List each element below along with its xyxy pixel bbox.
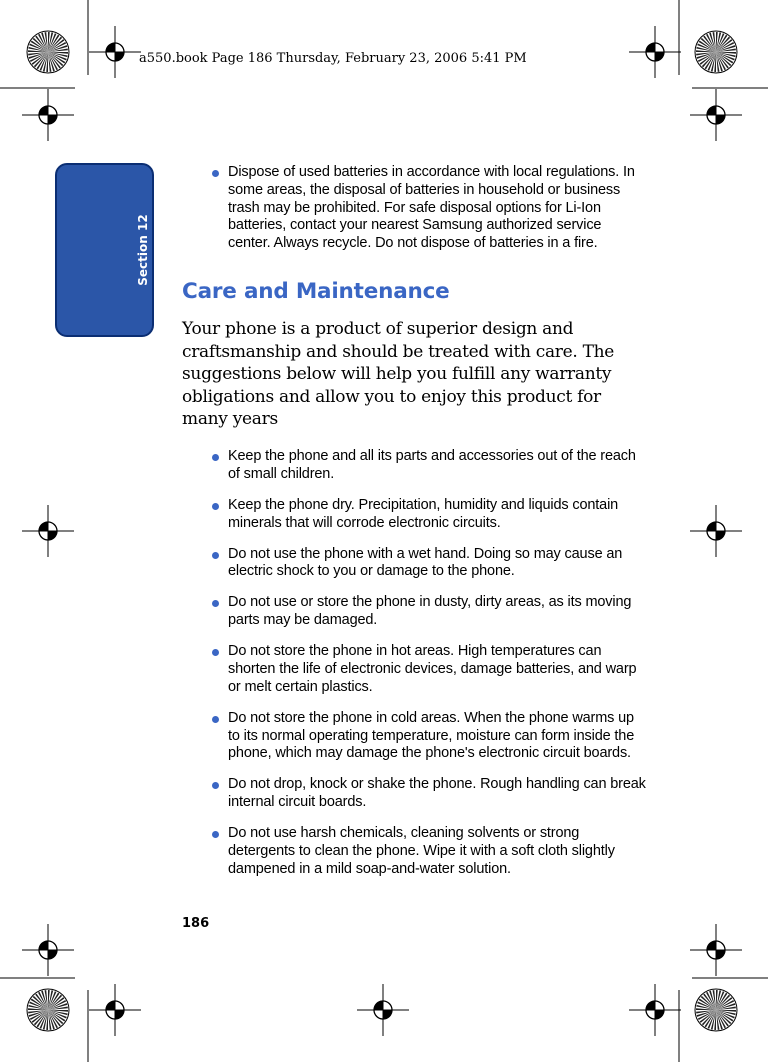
section-paragraph: Your phone is a product of superior design and craftsmanship and should be treated with care. The suggestions below will help you fulfill any warranty obligations and allow you to enjoy this product for many years xyxy=(182,319,615,430)
list-item xyxy=(212,643,647,696)
bullet-icon xyxy=(212,649,219,656)
bullet-text: Do not drop, knock or shake the phone. Rough handling can break internal circuit boards. xyxy=(228,776,646,811)
list-item xyxy=(212,497,647,533)
bullet-icon xyxy=(212,552,219,559)
list-item xyxy=(212,594,647,630)
starburst-rays-icon xyxy=(28,32,68,72)
list-item xyxy=(212,776,647,812)
bullet-icon xyxy=(212,782,219,789)
bullet-text: Do not store the phone in hot areas. High temperatures can shorten the life of electronic devices, damage batteries, and warp or melt certain plastics. xyxy=(228,643,637,695)
section-tab-label: Section 12 xyxy=(136,214,150,286)
page-number: 186 xyxy=(182,916,210,931)
bullet-icon xyxy=(212,600,219,607)
list-item xyxy=(212,710,647,763)
bullet-text: Do not use the phone with a wet hand. Doing so may cause an electric shock to you or damage to the phone. xyxy=(228,545,623,580)
bullet-text: Do not use harsh chemicals, cleaning solvents or strong detergents to clean the phone. Wipe it with a soft cloth slightly dampened in a mild soap-and-water solution. xyxy=(228,825,615,877)
section-heading: Care and Maintenance xyxy=(182,279,450,304)
print-header: a550.book Page 186 Thursday, February 23, 2006 5:41 PM xyxy=(139,51,527,66)
bullet-icon xyxy=(212,831,219,838)
bullet-icon xyxy=(212,716,219,723)
list-item xyxy=(212,546,647,582)
bullet-text: Do not store the phone in cold areas. When the phone warms up to its normal operating temperature, moisture can form inside the phone, which may damage the phone's electronic circuit boards. xyxy=(228,709,635,762)
list-item xyxy=(212,448,647,484)
bullet-text: Keep the phone dry. Precipitation, humidity and liquids contain minerals that will corrode electronic circuits. xyxy=(228,496,619,531)
care-bullet-list xyxy=(212,448,647,892)
bullet-text: Keep the phone and all its parts and accessories out of the reach of small children. xyxy=(228,448,636,482)
intro-bullet-list xyxy=(212,164,647,253)
list-item xyxy=(212,825,647,878)
list-item xyxy=(212,164,647,253)
bullet-text: Do not use or store the phone in dusty, dirty areas, as its moving parts may be damaged. xyxy=(228,594,632,629)
bullet-icon xyxy=(212,503,219,510)
bullet-text: Dispose of used batteries in accordance with local regulations. In some areas, the disposal of batteries in household or business trash may be prohibited. For safe disposal options for Li-Ion batteries, contact your nearest Samsung authorized service center. Always recycle. Do not dispose of batteries in a fire. xyxy=(228,164,635,252)
bullet-icon xyxy=(212,454,219,461)
bullet-icon xyxy=(212,170,219,177)
